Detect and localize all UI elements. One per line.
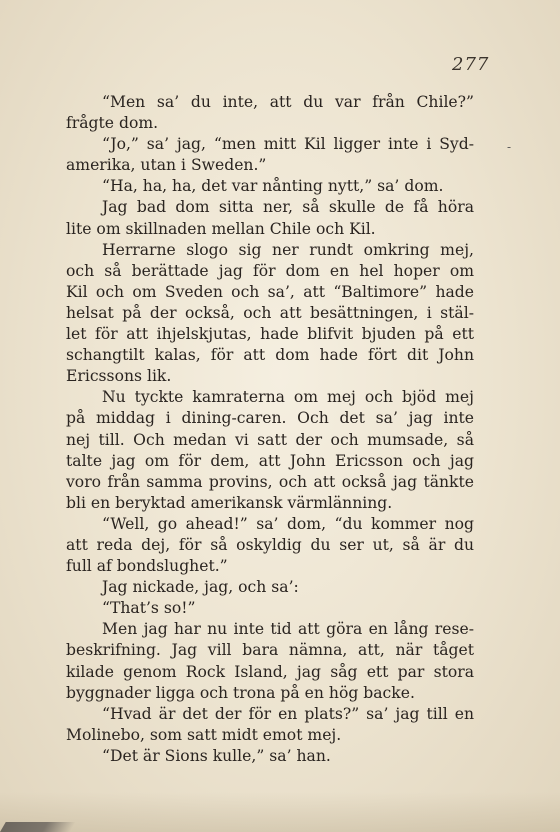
text-line: Nu tyckte kamraterna om mej och bjöd mej [102, 388, 474, 407]
text-line: “Ha, ha, ha, det var nånting nytt,” sa’ dom. [102, 177, 444, 196]
text-line: lite om skillnaden mellan Chile och Kil. [66, 219, 376, 238]
text-line: Herrarne slogo sig ner rundt omkring mej, [102, 240, 474, 259]
text-line: att reda dej, för så oskyldig du ser ut, så är du [66, 535, 474, 554]
text-line: bli en beryktad amerikansk värmlänning. [66, 493, 393, 512]
text-line: nej till. Och medan vi satt der och mumsade, så [66, 430, 474, 449]
text-line: Ericssons lik. [66, 367, 172, 386]
page-number: 277 [452, 54, 490, 75]
text-line: full af bondslughet.” [66, 557, 228, 576]
corner-smudge [0, 822, 76, 832]
text-line: kilade genom Rock Island, jag såg ett par stora [66, 662, 474, 681]
text-line: beskrifning. Jag vill bara nämna, att, när tåget [66, 641, 474, 660]
text-line: frågte dom. [66, 114, 159, 133]
page-bottom-shadow [0, 792, 560, 832]
text-line: Jag bad dom sitta ner, så skulle de få höra [102, 198, 474, 217]
text-line: schangtilt kalas, för att dom hade fört dit John [66, 346, 474, 365]
margin-mark: - [507, 140, 512, 154]
text-line: byggnader ligga och trona på en hög backe. [66, 683, 415, 702]
text-line: talte jag om för dem, att John Ericsson och jag [66, 451, 474, 470]
text-line: “Men sa’ du inte, att du var från Chile?” [102, 93, 474, 111]
body-text [66, 92, 474, 767]
text-line: helsat på der också, och att besättningen, i stäl- [66, 303, 474, 322]
text-line: Molinebo, som satt midt emot mej. [66, 725, 342, 744]
text-line: på middag i dining-caren. Och det sa’ jag inte [66, 409, 474, 428]
text-line: “Hvad är det der för en plats?” sa’ jag till en [102, 704, 474, 723]
text-line: “Jo,” sa’ jag, “men mitt Kil ligger inte i Syd- [102, 135, 474, 154]
text-line: “Well, go ahead!” sa’ dom, “du kommer nog [102, 514, 474, 533]
text-line: Jag nickade, jag, och sa’: [102, 578, 299, 597]
text-line: Kil och om Sveden och sa’, att “Baltimore” hade [66, 282, 474, 301]
text-line: “That’s so!” [102, 599, 196, 618]
text-line: amerika, utan i Sweden.” [66, 156, 267, 175]
text-line: voro från samma provins, och att också jag tänkte [66, 472, 474, 491]
text-line: let för att ihjelskjutas, hade blifvit bjuden på ett [66, 325, 474, 344]
text-line: “Det är Sions kulle,” sa’ han. [102, 746, 331, 765]
text-line: och så berättade jag för dom en hel hoper om [66, 261, 474, 280]
text-line: Men jag har nu inte tid att göra en lång rese- [102, 620, 474, 639]
